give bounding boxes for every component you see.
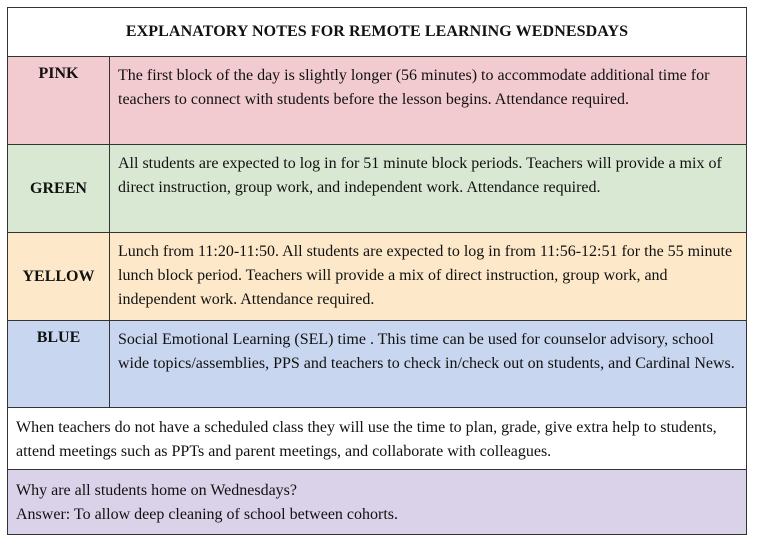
row-label-text: PINK	[38, 65, 79, 82]
row-blue	[8, 321, 746, 408]
row-text-yellow: Lunch from 11:20-11:50. All students are expected to log in from 11:56-12:51 for the 55 minute lunch block period. Teachers will provide a mix of direct instruction, group work, and independent work. Attendance required.	[118, 243, 733, 308]
row-label-text: GREEN	[30, 179, 87, 197]
row-text-pink: The first block of the day is slightly longer (56 minutes) to accommodate additional time for teachers to connect with students before the lesson begins. Attendance required.	[118, 67, 710, 108]
faq-question: Why are all students home on Wednesdays?	[16, 482, 298, 499]
notes-table	[7, 7, 747, 535]
row-label-yellow	[8, 233, 110, 320]
row-text-blue: Social Emotional Learning (SEL) time . This time can be used for counselor advisory, school wide topics/assemblies, PPS and teachers to check in/check out on students, and Cardinal News.	[118, 331, 735, 372]
row-label-text: YELLOW	[22, 267, 95, 285]
row-label-green	[8, 145, 110, 232]
page-title: EXPLANATORY NOTES FOR REMOTE LEARNING WEDNESDAYS	[125, 23, 629, 40]
teacher-note: When teachers do not have a scheduled class they will use the time to plan, grade, give extra help to students, attend meetings such as PPTs and parent meetings, and collaborate with colleagues.	[8, 408, 746, 470]
row-label-pink	[8, 57, 110, 144]
row-yellow	[8, 233, 746, 321]
row-label-blue	[8, 321, 110, 407]
row-label-text: BLUE	[36, 329, 81, 346]
title-row	[8, 8, 746, 57]
faq-box	[8, 470, 746, 534]
row-pink	[8, 57, 746, 145]
faq-answer: Answer: To allow deep cleaning of school between cohorts.	[16, 506, 399, 523]
row-text-green: All students are expected to log in for 51 minute block periods. Teachers will provide a mix of direct instruction, group work, and independent work. Attendance required.	[118, 155, 722, 196]
row-green	[8, 145, 746, 233]
